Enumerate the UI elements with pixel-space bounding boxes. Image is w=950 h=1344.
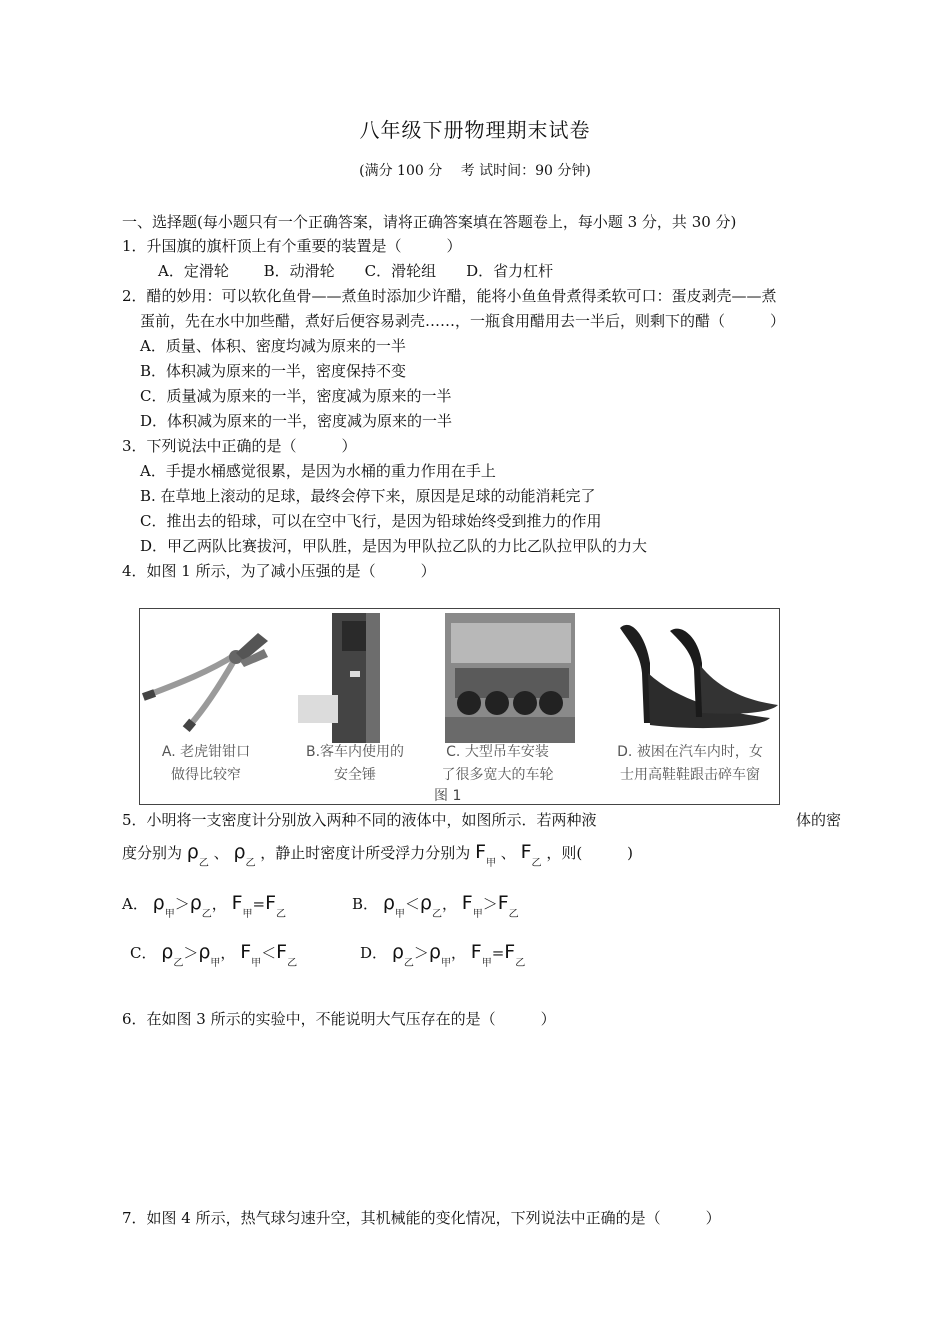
q3-option-a: A．手提水桶感觉很累，是因为水桶的重力作用在手上 bbox=[140, 462, 496, 480]
q5-option-a: A． $\rho_甲>\rho_乙$， $F_甲=F_乙$ bbox=[122, 892, 287, 920]
q3-option-b: B. 在草地上滚动的足球，最终会停下来，原因是足球的动能消耗完了 bbox=[140, 487, 596, 505]
q3-stem: 3．下列说法中正确的是（ ） bbox=[122, 437, 357, 455]
q7-stem: 7．如图 4 所示，热气球匀速升空，其机械能的变化情况，下列说法中正确的是（ ） bbox=[122, 1209, 721, 1227]
q5-option-b: B． $\rho_甲<\rho_乙$， $F_甲>F_乙$ bbox=[352, 892, 519, 920]
figure-caption-d-line1: D. 被困在汽车内时，女 bbox=[617, 744, 763, 760]
figure-caption-d-line2: 士用高鞋鞋跟击碎车窗 bbox=[620, 767, 760, 783]
q2-option-c: C．质量减为原来的一半，密度减为原来的一半 bbox=[140, 387, 452, 405]
q5-option-c: C． $\rho_乙>\rho_甲$， $F_甲<F_乙$ bbox=[130, 941, 298, 969]
figure-caption-b-line1: B.客车内使用的 bbox=[305, 744, 405, 760]
q2-option-d: D．体积减为原来的一半，密度减为原来的一半 bbox=[140, 412, 453, 430]
q5-stem-suffix: ，则( ) bbox=[546, 844, 634, 862]
q4-stem: 4．如图 1 所示，为了减小压强的是（ ） bbox=[122, 562, 436, 580]
section-heading: 一、选择题(每小题只有一个正确答案，请将正确答案填在答题卷上，每小题 3 分，共 30 分) bbox=[122, 213, 737, 231]
figure-1 bbox=[139, 608, 780, 805]
safety-hammer-illustration bbox=[290, 613, 440, 743]
q1-stem: 1．升国旗的旗杆顶上有个重要的装置是（ ） bbox=[122, 237, 462, 255]
page-title: 八年级下册物理期末试卷 bbox=[359, 118, 591, 142]
q5-stem-prefix: 度分别为 bbox=[122, 844, 183, 862]
figure-caption-b-line2: 安全锤 bbox=[334, 767, 376, 783]
q5-stem-line1: 5．小明将一支密度计分别放入两种不同的液体中，如图所示．若两种液 bbox=[122, 811, 597, 829]
q5-stem-middle: ，静止时密度计所受浮力分别为 bbox=[260, 844, 471, 862]
q5-stem-line2: 度分别为 $\rho_乙$ 、 $\rho_乙$ ，静止时密度计所受浮力分别为 $F_甲$ 、 $F_乙$ ，则( ) bbox=[122, 841, 634, 869]
crane-truck-illustration bbox=[445, 613, 595, 743]
figure-caption-c-line2: 了很多宽大的车轮 bbox=[441, 767, 554, 783]
pliers-illustration bbox=[140, 613, 290, 743]
q1-options: A．定滑轮 B．动滑轮 C．滑轮组 D．省力杠杆 bbox=[158, 262, 554, 280]
figure-label: 图 1 bbox=[434, 788, 462, 804]
figure-caption-a-line2: 做得比较窄 bbox=[171, 767, 241, 783]
high-heel-shoe-illustration bbox=[610, 613, 780, 743]
figure-caption-c-line1: C. 大型吊车安装 bbox=[446, 744, 549, 760]
q3-option-c: C．推出去的铅球，可以在空中飞行，是因为铅球始终受到推力的作用 bbox=[140, 512, 602, 530]
q3-option-d: D．甲乙两队比赛拔河，甲队胜，是因为甲队拉乙队的力比乙队拉甲队的力大 bbox=[140, 537, 648, 555]
exam-info: (满分 100 分 考 试时间：90 分钟) bbox=[359, 163, 591, 179]
q2-option-a: A．质量、体积、密度均减为原来的一半 bbox=[140, 337, 406, 355]
q5-stem-line1-end: 体的密 bbox=[796, 811, 842, 829]
q2-stem-line2: 蛋前，先在水中加些醋，煮好后便容易剥壳……，一瓶食用醋用去一半后，则剩下的醋（ ） bbox=[140, 312, 786, 330]
q2-stem-line1: 2．醋的妙用：可以软化鱼骨——煮鱼时添加少许醋，能将小鱼鱼骨煮得柔软可口：蛋皮剥壳——煮 bbox=[122, 287, 777, 305]
q2-option-b: B．体积减为原来的一半，密度保持不变 bbox=[140, 362, 407, 380]
q5-option-d: D． $\rho_乙>\rho_甲$， $F_甲=F_乙$ bbox=[360, 941, 526, 969]
q6-stem: 6．在如图 3 所示的实验中，不能说明大气压存在的是（ ） bbox=[122, 1010, 556, 1028]
figure-caption-a-line1: A. 老虎钳钳口 bbox=[161, 744, 251, 760]
